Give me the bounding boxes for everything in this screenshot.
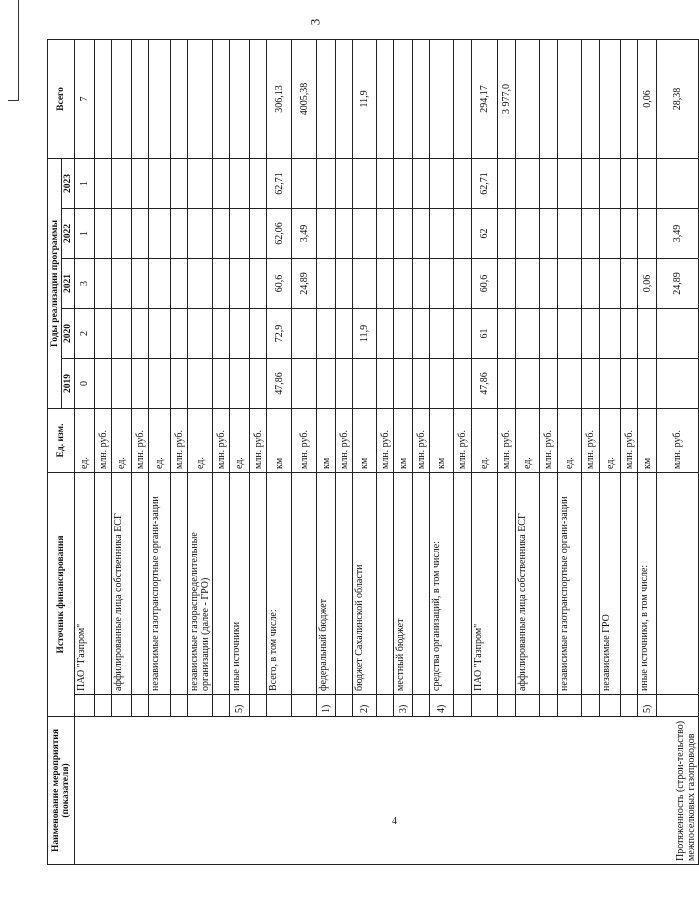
- year-value: [336, 208, 353, 258]
- row-index: [472, 695, 498, 717]
- year-value: [394, 258, 413, 308]
- year-value: [621, 358, 638, 408]
- year-value: [621, 308, 638, 358]
- year-value: [132, 358, 149, 408]
- year-value: [498, 358, 516, 408]
- year-value: [213, 158, 230, 208]
- year-value: [377, 258, 394, 308]
- year-value: [171, 258, 188, 308]
- year-value: 62,06: [267, 208, 292, 258]
- measure-name: Протяженность (строи-тельство) межпоселковых газопроводов: [75, 717, 699, 865]
- row-index: [213, 695, 230, 717]
- year-value: [540, 358, 558, 408]
- year-value: [516, 258, 540, 308]
- row-total: 294,17: [472, 39, 498, 158]
- year-value: [171, 308, 188, 358]
- row-source: [377, 472, 394, 694]
- row-index: [377, 695, 394, 717]
- row-unit: ед.: [230, 408, 250, 472]
- row-unit: млн. руб.: [454, 408, 472, 472]
- row-total: [188, 39, 213, 158]
- row-index: [516, 695, 540, 717]
- year-value: [230, 358, 250, 408]
- year-value: [132, 208, 149, 258]
- row-total: 28,38: [657, 39, 699, 158]
- year-value: [600, 258, 621, 308]
- year-value: 62: [472, 208, 498, 258]
- year-value: 62,71: [267, 158, 292, 208]
- year-value: [621, 158, 638, 208]
- year-value: [171, 208, 188, 258]
- year-value: [498, 258, 516, 308]
- row-unit: млн. руб.: [498, 408, 516, 472]
- year-value: [413, 258, 430, 308]
- year-value: 3,49: [657, 208, 699, 258]
- table-body: [75, 39, 699, 864]
- funding-table: [47, 39, 699, 865]
- year-value: 62,71: [472, 158, 498, 208]
- year-value: [413, 208, 430, 258]
- year-value: [430, 358, 454, 408]
- row-total: 7: [75, 39, 95, 158]
- year-value: [188, 308, 213, 358]
- year-value: [112, 358, 132, 408]
- year-value: [377, 358, 394, 408]
- row-unit: млн. руб.: [250, 408, 267, 472]
- year-value: [112, 258, 132, 308]
- year-value: [413, 158, 430, 208]
- year-value: 3,49: [292, 208, 317, 258]
- row-index: [657, 695, 699, 717]
- year-value: [230, 258, 250, 308]
- row-total: [95, 39, 112, 158]
- header-year: 2022: [62, 208, 75, 258]
- row-total: [377, 39, 394, 158]
- header-year: 2019: [62, 358, 75, 408]
- year-value: 3: [75, 258, 95, 308]
- row-unit: млн. руб.: [621, 408, 638, 472]
- year-value: [188, 158, 213, 208]
- year-value: [377, 158, 394, 208]
- row-source: [413, 472, 430, 694]
- row-source: [498, 472, 516, 694]
- row-index: 3): [394, 695, 413, 717]
- row-unit: млн. руб.: [336, 408, 353, 472]
- row-unit: млн. руб.: [171, 408, 188, 472]
- year-value: [149, 258, 171, 308]
- row-index: [267, 695, 292, 717]
- row-index: 5): [638, 695, 657, 717]
- row-total: 0,06: [638, 39, 657, 158]
- row-source: независимые ГРО: [600, 472, 621, 694]
- row-unit: млн. руб.: [657, 408, 699, 472]
- year-value: [336, 308, 353, 358]
- year-value: [95, 308, 112, 358]
- row-total: 3 977,0: [498, 39, 516, 158]
- header-source: Источник финансирования: [48, 472, 75, 716]
- row-index: [95, 695, 112, 717]
- year-value: [230, 208, 250, 258]
- year-value: [600, 208, 621, 258]
- row-total: [230, 39, 250, 158]
- row-unit: млн. руб.: [292, 408, 317, 472]
- row-source: независимые газотранспортные органи-зации: [149, 472, 171, 694]
- year-value: [454, 158, 472, 208]
- year-value: [454, 358, 472, 408]
- year-value: [394, 208, 413, 258]
- row-index: 2): [353, 695, 377, 717]
- year-value: [540, 208, 558, 258]
- row-total: [250, 39, 267, 158]
- row-source: иные источники, в том числе:: [638, 472, 657, 694]
- year-value: [657, 158, 699, 208]
- row-index: 5): [230, 695, 250, 717]
- year-value: [558, 258, 582, 308]
- year-value: [149, 208, 171, 258]
- year-value: [112, 158, 132, 208]
- row-unit: км: [267, 408, 292, 472]
- row-source: [621, 472, 638, 694]
- year-value: [394, 308, 413, 358]
- year-value: [454, 208, 472, 258]
- row-index: [250, 695, 267, 717]
- row-unit: км: [353, 408, 377, 472]
- row-total: [621, 39, 638, 158]
- table-row: [75, 39, 95, 864]
- year-value: [230, 158, 250, 208]
- row-source: Всего, в том числе:: [267, 472, 292, 694]
- row-unit: ед.: [112, 408, 132, 472]
- header-measure: Наименование мероприятия (показателя): [48, 717, 75, 865]
- year-value: [213, 308, 230, 358]
- row-total: [317, 39, 336, 158]
- row-index: [132, 695, 149, 717]
- year-value: [292, 308, 317, 358]
- year-value: 60,6: [267, 258, 292, 308]
- year-value: [454, 308, 472, 358]
- row-unit: млн. руб.: [413, 408, 430, 472]
- row-index: [498, 695, 516, 717]
- year-value: [430, 158, 454, 208]
- row-total: [600, 39, 621, 158]
- row-source: аффилированные лица собственника ЕСГ: [112, 472, 132, 694]
- year-value: [516, 358, 540, 408]
- row-index: [75, 695, 95, 717]
- year-value: [558, 158, 582, 208]
- year-value: [657, 358, 699, 408]
- row-total: [454, 39, 472, 158]
- year-value: [188, 258, 213, 308]
- year-value: [558, 358, 582, 408]
- year-value: [336, 258, 353, 308]
- year-value: [149, 308, 171, 358]
- year-value: 1: [75, 208, 95, 258]
- year-value: [171, 158, 188, 208]
- row-source: [171, 472, 188, 694]
- year-value: [95, 358, 112, 408]
- year-value: [540, 258, 558, 308]
- header-years-group: Годы реализации программы: [48, 158, 62, 408]
- row-unit: км: [430, 408, 454, 472]
- row-unit: км: [638, 408, 657, 472]
- year-value: [558, 308, 582, 358]
- row-unit: км: [317, 408, 336, 472]
- year-value: [498, 208, 516, 258]
- row-total: [430, 39, 454, 158]
- year-value: [498, 308, 516, 358]
- year-value: [132, 258, 149, 308]
- year-value: [171, 358, 188, 408]
- row-total: [132, 39, 149, 158]
- row-index: [582, 695, 600, 717]
- year-value: [621, 258, 638, 308]
- header-total: Всего: [48, 39, 75, 158]
- year-value: [95, 258, 112, 308]
- year-value: [582, 158, 600, 208]
- header-unit: Ед. изм.: [48, 408, 75, 472]
- row-index: [621, 695, 638, 717]
- page-corner-mark: [8, 0, 19, 101]
- row-total: [558, 39, 582, 158]
- year-value: 0: [75, 358, 95, 408]
- year-value: [430, 258, 454, 308]
- year-value: [516, 158, 540, 208]
- row-total: [171, 39, 188, 158]
- row-total: [516, 39, 540, 158]
- row-source: [250, 472, 267, 694]
- row-total: 306,13: [267, 39, 292, 158]
- year-value: [112, 208, 132, 258]
- year-value: [188, 208, 213, 258]
- year-value: [582, 258, 600, 308]
- row-index: [292, 695, 317, 717]
- row-source: ПАО "Газпром": [472, 472, 498, 694]
- year-value: [336, 158, 353, 208]
- year-value: [516, 208, 540, 258]
- row-total: [540, 39, 558, 158]
- row-unit: км: [394, 408, 413, 472]
- year-value: [353, 358, 377, 408]
- row-total: [582, 39, 600, 158]
- year-value: [638, 158, 657, 208]
- year-value: [149, 158, 171, 208]
- row-total: [394, 39, 413, 158]
- year-value: [353, 158, 377, 208]
- year-value: 60,6: [472, 258, 498, 308]
- header-year: 2023: [62, 158, 75, 208]
- row-unit: ед.: [558, 408, 582, 472]
- year-value: [638, 308, 657, 358]
- year-value: [95, 208, 112, 258]
- year-value: [394, 158, 413, 208]
- year-value: [430, 208, 454, 258]
- row-unit: ед.: [600, 408, 621, 472]
- year-value: [582, 308, 600, 358]
- year-value: [394, 358, 413, 408]
- year-value: [112, 308, 132, 358]
- year-value: [132, 308, 149, 358]
- row-source: [292, 472, 317, 694]
- row-total: [336, 39, 353, 158]
- row-index: [112, 695, 132, 717]
- year-value: [413, 358, 430, 408]
- row-index: [149, 695, 171, 717]
- row-unit: ед.: [472, 408, 498, 472]
- row-total: [413, 39, 430, 158]
- year-value: 1: [75, 158, 95, 208]
- row-index: [413, 695, 430, 717]
- year-value: [582, 208, 600, 258]
- year-value: [317, 208, 336, 258]
- year-value: [213, 358, 230, 408]
- year-value: [582, 358, 600, 408]
- year-value: [413, 308, 430, 358]
- row-source: [454, 472, 472, 694]
- year-value: [149, 358, 171, 408]
- year-value: [292, 158, 317, 208]
- row-source: ПАО "Газпром": [75, 472, 95, 694]
- year-value: 11,9: [353, 308, 377, 358]
- year-value: [250, 258, 267, 308]
- year-value: 47,86: [267, 358, 292, 408]
- year-value: [213, 208, 230, 258]
- year-value: [657, 308, 699, 358]
- year-value: [317, 158, 336, 208]
- row-source: [540, 472, 558, 694]
- year-value: [540, 308, 558, 358]
- row-unit: млн. руб.: [213, 408, 230, 472]
- year-value: [95, 158, 112, 208]
- row-source: [657, 472, 699, 694]
- row-index: [188, 695, 213, 717]
- year-value: [317, 258, 336, 308]
- year-value: 47,86: [472, 358, 498, 408]
- year-value: [213, 258, 230, 308]
- rotated-document: [47, 40, 697, 865]
- year-value: [498, 158, 516, 208]
- year-value: [230, 308, 250, 358]
- year-value: [516, 308, 540, 358]
- year-value: 24,89: [292, 258, 317, 308]
- year-value: 61: [472, 308, 498, 358]
- year-value: [540, 158, 558, 208]
- row-total: [213, 39, 230, 158]
- year-value: [377, 308, 394, 358]
- year-value: [250, 308, 267, 358]
- row-source: бюджет Сахалинской области: [353, 472, 377, 694]
- year-value: [250, 358, 267, 408]
- row-source: средства организаций, в том числе:: [430, 472, 454, 694]
- year-value: [250, 158, 267, 208]
- year-value: 72,9: [267, 308, 292, 358]
- row-unit: млн. руб.: [540, 408, 558, 472]
- header-year: 2020: [62, 308, 75, 358]
- measure-number: 4: [392, 816, 397, 827]
- year-value: [292, 358, 317, 408]
- year-value: [430, 308, 454, 358]
- row-source: иные источники: [230, 472, 250, 694]
- year-value: [454, 258, 472, 308]
- row-total: 4005,38: [292, 39, 317, 158]
- row-unit: млн. руб.: [95, 408, 112, 472]
- year-value: 24,89: [657, 258, 699, 308]
- page-number: 3: [307, 18, 323, 26]
- header-year: 2021: [62, 258, 75, 308]
- row-index: [336, 695, 353, 717]
- row-source: независимые газотранспортные органи-зации: [558, 472, 582, 694]
- row-source: независимые газораспределительные организации (далее - ГРО): [188, 472, 213, 694]
- row-unit: млн. руб.: [132, 408, 149, 472]
- year-value: [621, 208, 638, 258]
- year-value: [250, 208, 267, 258]
- row-source: [336, 472, 353, 694]
- row-index: [171, 695, 188, 717]
- year-value: [188, 358, 213, 408]
- year-value: [353, 208, 377, 258]
- row-index: 1): [317, 695, 336, 717]
- row-source: [95, 472, 112, 694]
- row-unit: ед.: [75, 408, 95, 472]
- row-unit: ед.: [188, 408, 213, 472]
- row-source: аффилированные лица собственника ЕСГ: [516, 472, 540, 694]
- year-value: [638, 208, 657, 258]
- row-source: местный бюджет: [394, 472, 413, 694]
- year-value: [336, 358, 353, 408]
- year-value: [600, 358, 621, 408]
- row-unit: ед.: [516, 408, 540, 472]
- row-total: [112, 39, 132, 158]
- year-value: [600, 308, 621, 358]
- row-index: [600, 695, 621, 717]
- year-value: [558, 208, 582, 258]
- year-value: [600, 158, 621, 208]
- row-index: [540, 695, 558, 717]
- year-value: [353, 258, 377, 308]
- year-value: 0,06: [638, 258, 657, 308]
- row-index: 4): [430, 695, 454, 717]
- row-unit: млн. руб.: [377, 408, 394, 472]
- year-value: [132, 158, 149, 208]
- row-index: [558, 695, 582, 717]
- row-unit: млн. руб.: [582, 408, 600, 472]
- row-source: [582, 472, 600, 694]
- row-total: 11,9: [353, 39, 377, 158]
- year-value: [638, 358, 657, 408]
- row-source: [132, 472, 149, 694]
- year-value: [317, 358, 336, 408]
- row-index: [454, 695, 472, 717]
- row-unit: ед.: [149, 408, 171, 472]
- row-source: федеральный бюджет: [317, 472, 336, 694]
- year-value: 2: [75, 308, 95, 358]
- year-value: [317, 308, 336, 358]
- row-source: [213, 472, 230, 694]
- year-value: [377, 208, 394, 258]
- row-total: [149, 39, 171, 158]
